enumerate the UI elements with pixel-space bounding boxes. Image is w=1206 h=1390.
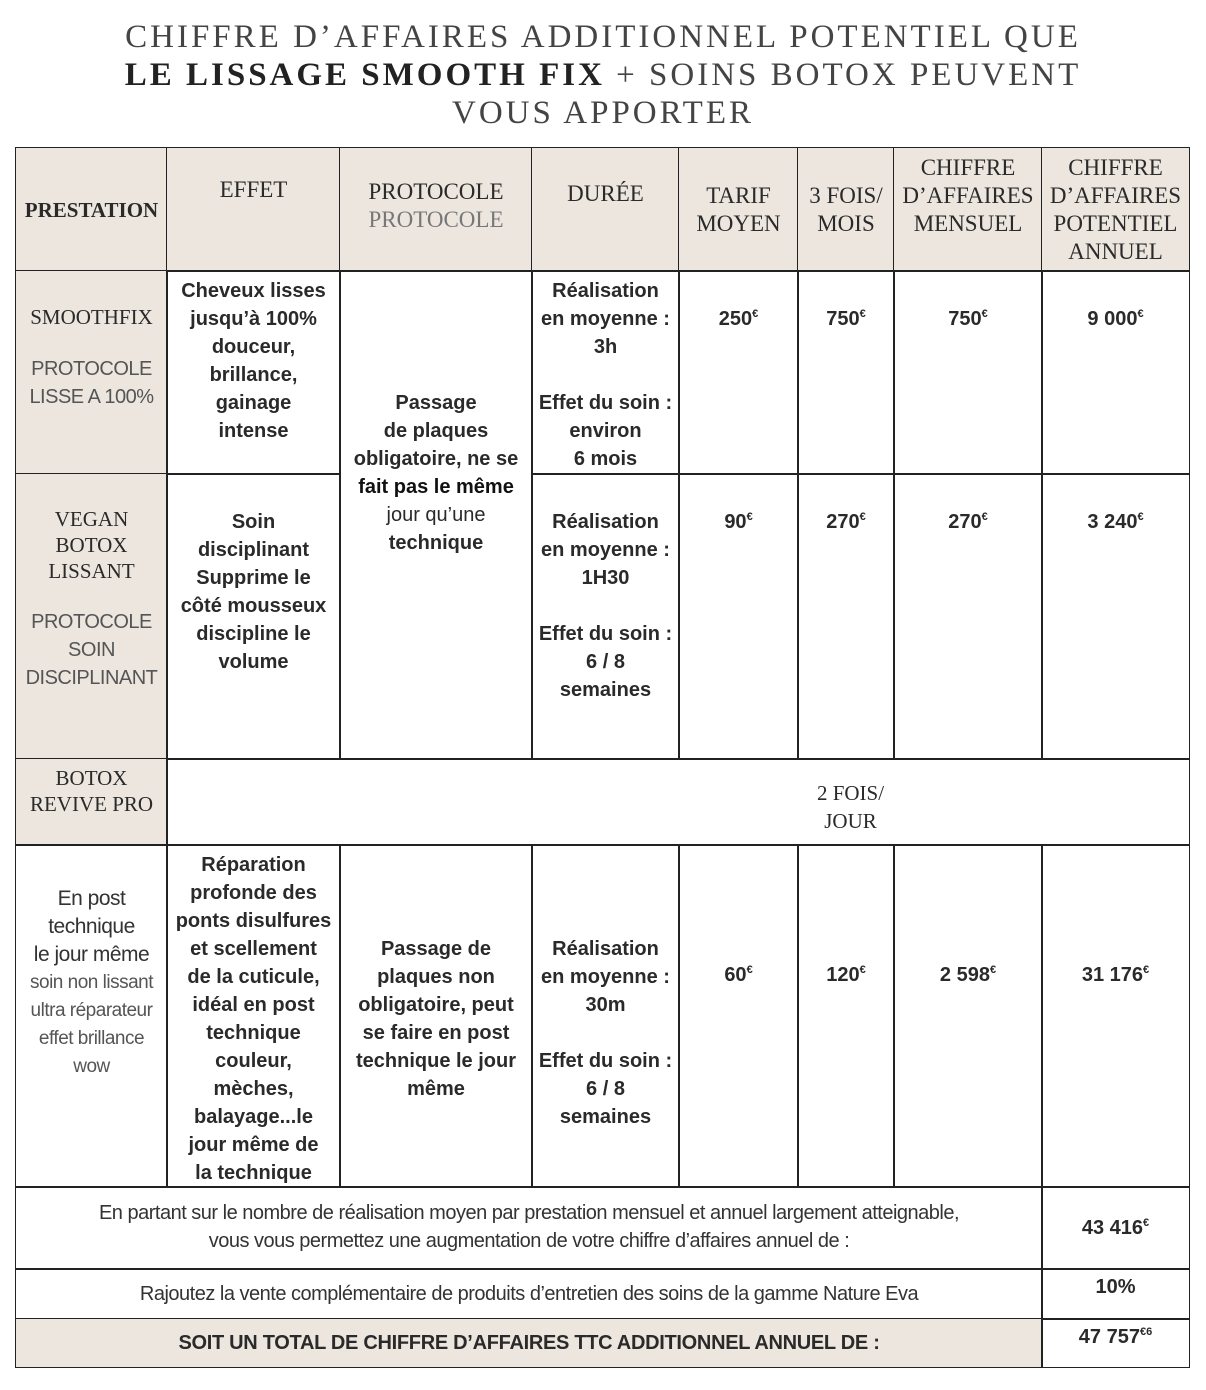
title-line-2 <box>0 56 1206 94</box>
protocole-line: technique <box>388 532 484 554</box>
header-effet-label: EFFET <box>219 177 288 202</box>
prestation-sub: DISCIPLINANT <box>25 667 158 689</box>
protocole-line: Passage <box>395 392 477 414</box>
duree-line: Effet du soin : <box>538 1050 673 1072</box>
row-post-annuel <box>1041 844 1190 1188</box>
effet-line: jusqu’à 100% <box>190 308 317 330</box>
effet-line: profonde des <box>190 882 317 904</box>
annuel-value: 31 176€ <box>1081 964 1150 986</box>
protocole-line: jour qu’une <box>386 504 486 526</box>
row-post-effet <box>166 844 341 1188</box>
row-vegan-fois <box>797 473 895 760</box>
row-smoothfix-duree <box>531 270 680 475</box>
header-tarif <box>678 147 799 272</box>
summary-text <box>15 1186 1043 1270</box>
fois-value: 120€ <box>826 964 866 986</box>
row-vegan-effet <box>166 473 341 760</box>
effet-line: discipline le <box>196 623 311 645</box>
row-revive-span <box>166 758 1190 846</box>
row-post-tarif <box>678 844 799 1188</box>
effet-line: ponts disulfures <box>175 910 332 932</box>
prestation-sub: wow <box>73 1056 110 1077</box>
effet-line: balayage...le <box>194 1106 313 1128</box>
prestation-name: En post <box>57 887 126 910</box>
protocole-line: obligatoire, peut <box>358 994 514 1016</box>
duree-line: environ <box>569 420 642 442</box>
row-smoothfix-fois <box>797 270 895 475</box>
effet-line: couleur, <box>215 1050 292 1072</box>
prestation-sub: effet brillance <box>38 1028 145 1049</box>
protocole-line: fait pas le même <box>358 476 514 498</box>
row-smoothfix-name <box>15 270 168 475</box>
header-prestation-label: PRESTATION <box>24 197 159 222</box>
duree-line: 30m <box>585 994 626 1016</box>
prestation-name: BOTOX <box>55 766 128 790</box>
annuel-value: 3 240€ <box>1087 511 1144 533</box>
title-line-2-rest: + SOINS BOTOX PEUVENT <box>604 57 1082 93</box>
header-annuel-line3: POTENTIEL <box>1053 211 1178 236</box>
summary-line: vous vous permettez une augmentation de votre chiffre d’affaires annuel de : <box>208 1230 850 1252</box>
mensuel-value: 270€ <box>948 511 988 533</box>
header-fois-line1: 3 FOIS/ <box>809 182 883 208</box>
revive-frequency: 2 FOIS/ <box>816 781 885 805</box>
effet-line: gainage <box>215 392 292 414</box>
header-effet <box>166 147 341 272</box>
prestation-name: technique <box>48 915 135 938</box>
duree-line: 3h <box>593 336 618 358</box>
duree-line: Réalisation <box>552 280 659 302</box>
row-vegan-annuel <box>1041 473 1190 760</box>
header-mensuel-line3: MENSUEL <box>913 211 1023 236</box>
row-vegan-name <box>15 473 168 760</box>
header-mensuel-line2: D’AFFAIRES <box>902 183 1034 208</box>
effet-line: volume <box>218 651 289 673</box>
tarif-value: 60€ <box>724 964 753 986</box>
page-title <box>0 18 1206 132</box>
header-tarif-line1: TARIF <box>706 182 771 208</box>
prestation-sub: PROTOCOLE <box>31 611 152 633</box>
row-vegan-tarif <box>678 473 799 760</box>
row-post-name <box>15 844 168 1188</box>
effet-line: côté mousseux <box>180 595 327 617</box>
tarif-value: 90€ <box>724 511 753 533</box>
row-vegan-duree <box>531 473 680 760</box>
revive-frequency: JOUR <box>824 809 877 833</box>
duree-line: semaines <box>559 1106 652 1128</box>
summary-value <box>1041 1186 1190 1270</box>
effet-line: mèches, <box>213 1078 294 1100</box>
header-annuel-line1: CHIFFRE <box>1068 155 1163 180</box>
header-protocole-label: PROTOCOLE <box>368 179 504 204</box>
mensuel-value: 2 598€ <box>939 964 997 986</box>
header-mensuel-line1: CHIFFRE <box>920 155 1016 180</box>
protocole-line: se faire en post <box>362 1022 510 1044</box>
protocole-line: technique le jour <box>355 1050 517 1072</box>
row-post-fois <box>797 844 895 1188</box>
extra-text <box>15 1268 1043 1320</box>
protocole-line: même <box>407 1078 465 1100</box>
duree-line: Effet du soin : <box>538 623 673 645</box>
duree-line: Effet du soin : <box>538 392 673 414</box>
header-tarif-line2: MOYEN <box>696 210 781 236</box>
effet-line: Soin <box>231 511 276 533</box>
mensuel-value: 750€ <box>948 308 988 330</box>
row-post-mensuel <box>893 844 1043 1188</box>
tarif-value: 250€ <box>718 308 759 330</box>
prestation-sub: ultra réparateur <box>30 1000 153 1021</box>
title-brand: LE LISSAGE SMOOTH FIX <box>124 57 605 93</box>
prestation-name: BOTOX <box>55 533 128 557</box>
fois-value: 270€ <box>826 511 866 533</box>
effet-line: idéal en post <box>192 994 315 1016</box>
duree-line: Réalisation <box>552 938 659 960</box>
duree-line: en moyenne : <box>541 966 670 988</box>
annuel-value: 9 000€ <box>1087 308 1144 330</box>
header-duree <box>531 147 680 272</box>
duree-line: 6 mois <box>573 448 638 470</box>
prestation-name: VEGAN <box>54 507 129 531</box>
effet-line: Réparation <box>201 854 306 876</box>
effet-line: jour même de <box>188 1134 319 1156</box>
duree-line: en moyenne : <box>541 539 670 561</box>
duree-line: 6 / 8 <box>586 651 625 673</box>
header-annuel-line2: D’AFFAIRES <box>1049 183 1182 208</box>
extra-line: Rajoutez la vente complémentaire de produits d’entretien des soins de la gamme Nature Eva <box>139 1283 919 1305</box>
effet-line: brillance, <box>209 364 298 386</box>
duree-line: en moyenne : <box>541 308 670 330</box>
prestation-sub: PROTOCOLE <box>31 358 152 380</box>
total-label <box>15 1318 1043 1368</box>
effet-line: et scellement <box>190 938 317 960</box>
prestation-name: le jour même <box>33 943 150 966</box>
effet-line: de la cuticule, <box>187 966 320 988</box>
total-value <box>1041 1318 1190 1368</box>
effet-line: disciplinant <box>197 539 310 561</box>
header-duree-label: DURÉE <box>567 181 644 206</box>
row-post-protocole <box>339 844 533 1188</box>
prestation-sub: LISSE A 100% <box>29 386 154 408</box>
summary-amount: 43 416€ <box>1081 1217 1150 1239</box>
duree-line: 1H30 <box>581 567 630 589</box>
duree-line: Réalisation <box>552 511 659 533</box>
header-prestation <box>15 147 168 272</box>
row-post-duree <box>531 844 680 1188</box>
effet-line: douceur, <box>211 336 296 358</box>
prestation-sub: soin non lissant <box>30 972 153 993</box>
title-line-1: CHIFFRE D’AFFAIRES ADDITIONNEL POTENTIEL QUE <box>125 19 1081 55</box>
row-smoothfix-effet <box>166 270 341 475</box>
row-revive-name <box>15 758 168 846</box>
header-fois <box>797 147 895 272</box>
duree-line: semaines <box>559 679 652 701</box>
protocole-line: plaques non <box>377 966 495 988</box>
protocole-line: de plaques <box>383 420 489 442</box>
row-smoothfix-annuel <box>1041 270 1190 475</box>
effet-line: Supprime le <box>196 567 311 589</box>
header-protocole-sub: PROTOCOLE <box>368 207 504 232</box>
effet-line: technique <box>206 1022 301 1044</box>
effet-line: Cheveux lisses <box>181 280 326 302</box>
header-annuel <box>1041 147 1190 272</box>
row-smoothfix-mensuel <box>893 270 1043 475</box>
total-text: SOIT UN TOTAL DE CHIFFRE D’AFFAIRES TTC ADDITIONNEL ANNUEL DE : <box>178 1332 880 1354</box>
header-mensuel <box>893 147 1043 272</box>
duree-line: 6 / 8 <box>586 1078 625 1100</box>
protocole-line: obligatoire, ne se <box>353 448 519 470</box>
fois-value: 750€ <box>826 308 866 330</box>
header-fois-line2: MOIS <box>817 210 875 236</box>
extra-value <box>1041 1268 1190 1320</box>
header-annuel-line4: ANNUEL <box>1068 239 1163 264</box>
protocole-merged <box>339 270 533 760</box>
total-amount: 47 $757^{€6}$ <box>1078 1326 1153 1348</box>
prestation-sub: SOIN <box>68 639 115 661</box>
prestation-name: LISSANT <box>48 559 135 583</box>
effet-line: la technique <box>195 1162 312 1184</box>
extra-percent: 10% <box>1095 1276 1136 1298</box>
title-line-3: VOUS APPORTER <box>451 95 754 131</box>
protocole-line: Passage de <box>380 938 492 960</box>
prestation-name: SMOOTHFIX <box>30 305 153 329</box>
effet-line: intense <box>218 420 289 442</box>
summary-line: En partant sur le nombre de réalisation moyen par prestation mensuel et annuel largement atteignable, <box>98 1202 960 1224</box>
prestation-name: REVIVE PRO <box>29 792 154 816</box>
row-vegan-mensuel <box>893 473 1043 760</box>
header-protocole <box>339 147 533 272</box>
row-smoothfix-tarif <box>678 270 799 475</box>
